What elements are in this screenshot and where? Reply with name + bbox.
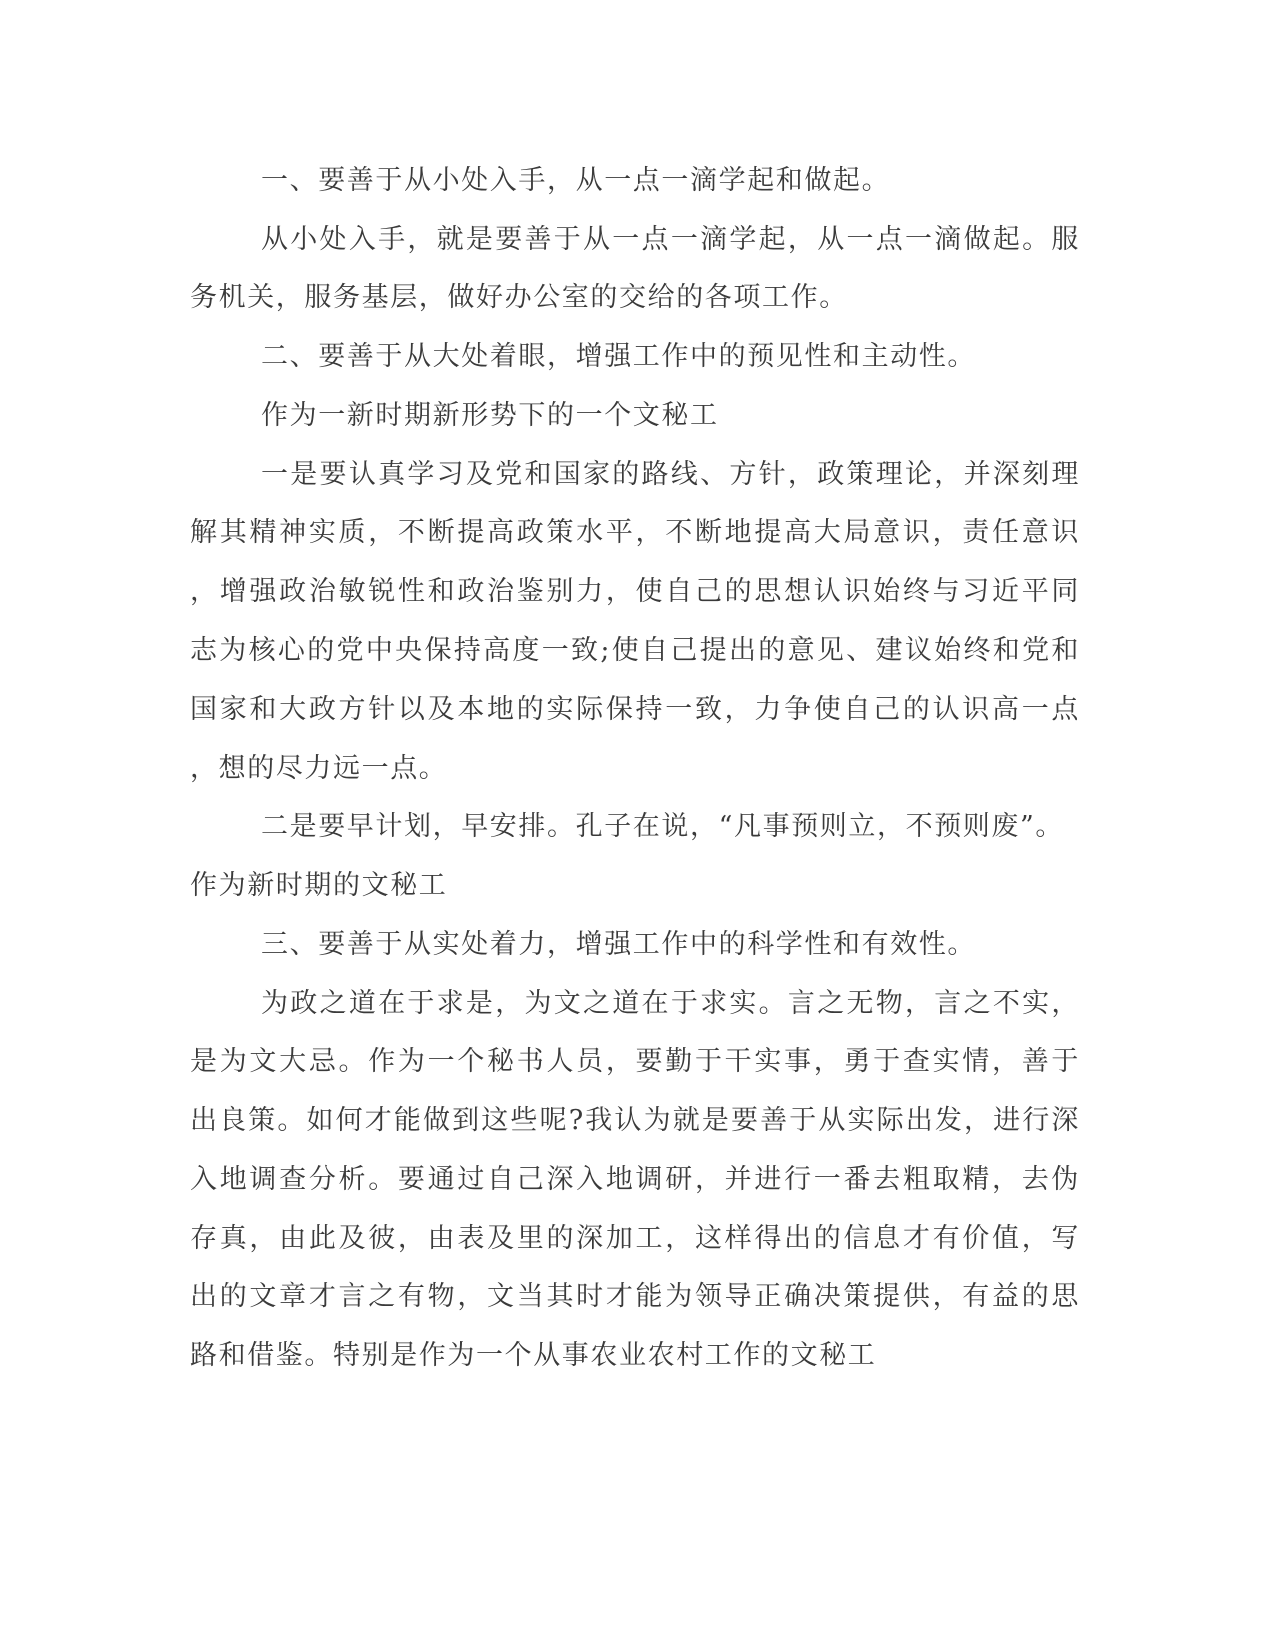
heading-1: 一、要善于从小处入手，从一点一滴学起和做起。 [261,165,891,196]
paragraph-line: 解其精神实质，不断提高政策水平，不断地提高大局意识，责任意识 [190,517,1080,548]
paragraph-line: ，增强政治敏锐性和政治鉴别力，使自己的思想认识始终与习近平同 [190,576,1080,607]
paragraph-line: 出的文章才言之有物，文当其时才能为领导正确决策提供，有益的思 [190,1281,1080,1312]
paragraph-line: 从小处入手，就是要善于从一点一滴学起，从一点一滴做起。服 [261,224,1080,255]
paragraph-line: 作为新时期的文秘工 [190,870,448,901]
paragraph-line: 为政之道在于求是，为文之道在于求实。言之无物，言之不实， [261,988,1080,1019]
paragraph-line: 志为核心的党中央保持高度一致;使自己提出的意见、建议始终和党和 [190,635,1080,666]
paragraph-line: 务机关，服务基层，做好办公室的交给的各项工作。 [190,282,848,313]
paragraph-line: 入地调查分析。要通过自己深入地调研，并进行一番去粗取精，去伪 [190,1164,1080,1195]
paragraph-line: 二是要早计划，早安排。孔子在说，“凡事预则立，不预则废”。 [261,811,1065,842]
paragraph-line: 路和借鉴。特别是作为一个从事农业农村工作的文秘工 [190,1340,877,1371]
heading-2: 二、要善于从大处着眼，增强工作中的预见性和主动性。 [261,341,976,372]
paragraph-line: 出良策。如何才能做到这些呢?我认为就是要善于从实际出发，进行深 [190,1105,1080,1136]
paragraph-line: 国家和大政方针以及本地的实际保持一致，力争使自己的认识高一点 [190,694,1080,725]
paragraph-line: 一是要认真学习及党和国家的路线、方针，政策理论，并深刻理 [261,459,1080,490]
heading-3: 三、要善于从实处着力，增强工作中的科学性和有效性。 [261,929,976,960]
paragraph-line: 存真，由此及彼，由表及里的深加工，这样得出的信息才有价值，写 [190,1223,1080,1254]
paragraph-line: 作为一新时期新形势下的一个文秘工 [261,400,719,431]
paragraph-line: ，想的尽力远一点。 [190,753,448,784]
paragraph-line: 是为文大忌。作为一个秘书人员，要勤于干实事，勇于查实情，善于 [190,1046,1080,1077]
